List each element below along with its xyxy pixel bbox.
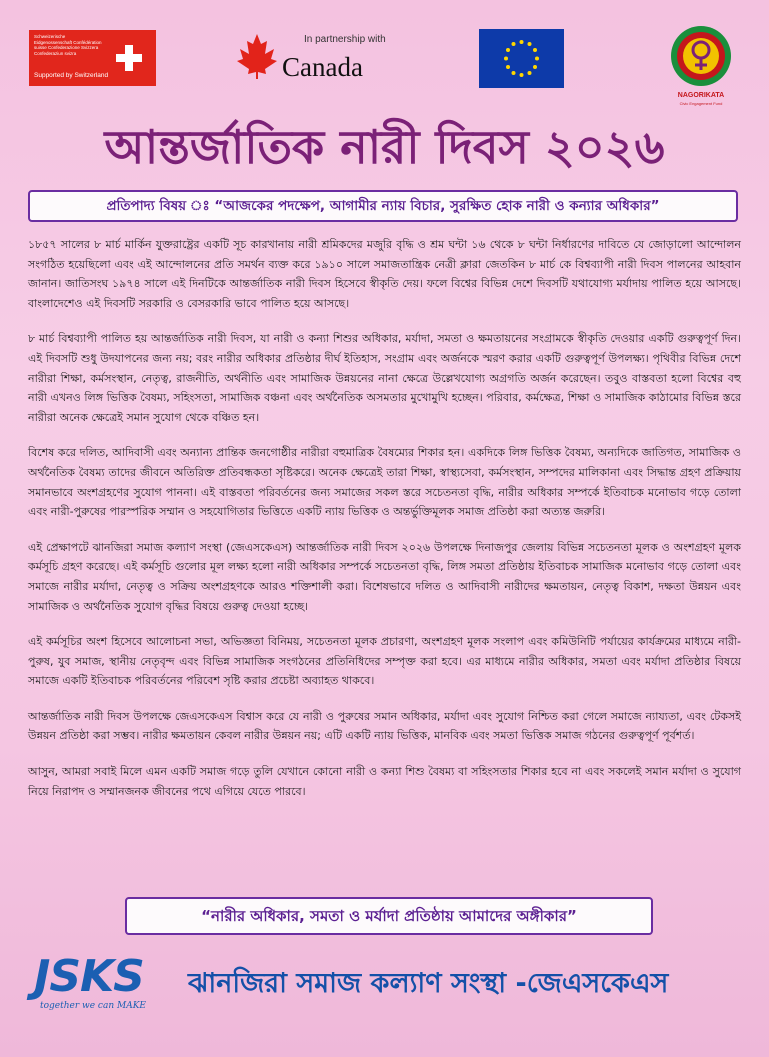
swiss-support-label: Supported by Switzerland	[34, 72, 109, 79]
paragraph: বিশেষ করে দলিত, আদিবাসী এবং অন্যান্য প্রান্তিক জনগোষ্ঠীর নারীরা বহুমাত্রিক বৈষম্যের শিকার হন। একদিকে লিঙ্গ ভিত্তিক বৈষম্য, অন্যদিকে জাতিগত, সামাজিক ও অর্থনৈতিক বৈষম্য তাদের জীবনে অতিরিক্ত প্রতিবন্ধকতা সৃষ্টিকরে। অনেক ক্ষেত্রেই তারা শিক্ষা, স্বাস্থ্যসেবা, কর্মসংস্থান, সম্পদের মালিকানা এবং সিদ্ধান্ত গ্রহণ প্রক্রিয়ায় সমানভাবে অংশগ্রহণের সুযোগ পাননা। এই বাস্তবতা পরিবর্তনের জন্য সমাজের সকল স্তরে সচেতনতা বৃদ্ধি, নারীর অধিকার সম্পর্কে ইতিবাচক মনোভাব গড়ে তোলা এবং নারী-পুরুষের পারস্পরিক সম্মান ও সহযোগিতার ভিত্তিতে একটি ন্যায় ভিত্তিক ও অন্তর্ভুক্তিমূলক সমাজ প্রতিষ্ঠা করা অত্যন্ত জরুরি।	[28, 446, 741, 519]
nagorikata-subtitle: Civic Engagement Fund	[679, 101, 723, 106]
paragraph: ৮ মার্চ বিশ্বব্যাপী পালিত হয় আন্তর্জাতিক নারী দিবস, যা নারী ও কন্যা শিশুর অধিকার, মর্যাদা, সমতা ও ক্ষমতায়নের সংগ্রামকে স্বীকৃতি দেওয়ার একটি গুরুত্বপূর্ণ দিন। এই দিবসটি শুধু উদযাপনের জন্য নয়; বরং নারীর অধিকার প্রতিষ্ঠার দীর্ঘ ইতিহাস, সংগ্রাম এবং অর্জনকে স্মরণ করার একটি গুরুত্বপূর্ণ উপলক্ষ্য। পৃথিবীর বিভিন্ন দেশে নারীরা শিক্ষা, কর্মসংস্থান, নেতৃত্ব, রাজনীতি, অর্থনীতি এবং সামাজিক উন্নয়নের নানা ক্ষেত্রে উল্লেখযোগ্য অগ্রগতি অর্জন করেছেন। তবুও বাস্তবতা হলো বিশ্বের বহু নারী এখনও লিঙ্গ ভিত্তিক বৈষম্য, সহিংসতা, সামাজিক বঞ্চনা এবং অর্থনৈতিক অসমতার মুখোমুখি হচ্ছেন। পরিবার, কর্মক্ষেত্র, শিক্ষা ও সামাজিক কাঠামোর বিভিন্ন স্তরে নারীরা অনেক ক্ষেত্রেই সমান সুযোগ থেকে বঞ্চিত হন।	[28, 332, 741, 424]
pledge-banner: “নারীর অধিকার, সমতা ও মর্যাদা প্রতিষ্ঠায় আমাদের অঙ্গীকার”	[125, 897, 653, 935]
jsks-tagline: together we can MAKE	[40, 1001, 146, 1011]
nagorikata-name: NAGORIKATA	[677, 92, 725, 99]
nagorikata-emblem-icon	[662, 22, 740, 92]
eu-flag	[479, 29, 564, 88]
paragraph: ১৮৫৭ সালের ৮ মার্চ মার্কিন যুক্তরাষ্ট্রের একটি সূচ কারখানায় নারী শ্রমিকদের মজুরি বৃদ্ধি ও শ্রম ঘন্টা ১৬ থেকে ৮ ঘন্টা নির্ধারণের দাবিতে যে জোড়ালো আন্দোলন সংগঠিত হয়েছিলো এবং এই আন্দোলনের প্রতি সমর্থন ব্যক্ত করে ১৯১০ সালে সমাজতান্ত্রিক নেত্রী ক্লারা জেতকিন ৮ মার্চ কে বিশ্বব্যাপী নারী দিবস পালনের আহবান জানান। জাতিসংঘ ১৯৭৪ সালে এই দিনটিকে আন্তর্জাতিক নারী দিবস হিসেবে স্বীকৃতি দেয়। ফলে বিশ্বের বিভিন্ন দেশে দিবসটি যথাযোগ্য মর্যাদায় পালিত হয়ে আসছে। বাংলাদেশেও এই দিবসটি সরকারি ও বেসরকারি ভাবে পালিত হয়ে আসছে।	[28, 238, 741, 310]
swiss-logo	[29, 30, 156, 86]
canada-wordmark: Canada	[282, 52, 363, 82]
theme-banner: প্রতিপাদ্য বিষয় ঃ “আজকের পদক্ষেপ, আগামীর ন্যায় বিচার, সুরক্ষিত হোক নারী ও কন্যার অধিকার”	[28, 190, 738, 222]
jsks-logo-text: JSKS	[34, 951, 144, 1002]
swiss-cross-icon	[116, 45, 142, 71]
paragraph: এই প্রেক্ষাপটে ঝানজিরা সমাজ কল্যাণ সংস্থা (জেএসকেএস) আন্তর্জাতিক নারী দিবস ২০২৬ উপলক্ষে দিনাজপুর জেলায় বিভিন্ন সচেতনতা মূলক ও অংশগ্রহণ মূলক কর্মসূচি গ্রহণ করেছে। এই কর্মসূচি গুলোর মূল লক্ষ্য হলো নারী অধিকার সম্পর্কে সচেতনতা বৃদ্ধি, লিঙ্গ সমতা প্রতিষ্ঠায় ইতিবাচক সামাজিক মনোভাব গড়ে তোলা এবং সমাজে নারীর মর্যাদা, নেতৃত্ব ও সক্রিয় অংশগ্রহণকে আরও শক্তিশালী করা। বিশেষভাবে দলিত ও আদিবাসী নারীদের ক্ষমতায়ন, নেতৃত্ব বিকাশ, দক্ষতা উন্নয়ন এবং সামাজিক ও অর্থনৈতিক সুযোগ বৃদ্ধির বিষয়ে গুরুত্ব দেওয়া হচ্ছে।	[28, 540, 741, 613]
swiss-confederation-text: Schweizerische Eidgenossenschaft Confédération suisse Confederazione Svizzera Confederaziun svizra	[34, 34, 102, 56]
article-body	[28, 235, 741, 817]
canada-partnership-text: In partnership with	[304, 34, 386, 45]
maple-leaf-icon	[236, 32, 278, 80]
paragraph: আন্তর্জাতিক নারী দিবস উপলক্ষে জেএসকেএস বিশ্বাস করে যে নারী ও পুরুষের সমান অধিকার, মর্যাদা এবং সুযোগ নিশ্চিত করা গেলে সমাজে ন্যায্যতা, এবং টেকসই উন্নয়ন প্রতিষ্ঠা করা সম্ভব। নারীর ক্ষমতায়ন কেবল নারীর উন্নয়ন নয়; এটি একটি ন্যায় ভিত্তিক, মানবিক এবং সমতা ভিত্তিক সমাজ গঠনের গুরুত্বপূর্ণ পূর্বশর্ত।	[28, 709, 741, 743]
paragraph: আসুন, আমরা সবাই মিলে এমন একটি সমাজ গড়ে তুলি যেখানে কোনো নারী ও কন্যা শিশু বৈষম্য বা সহিংসতার শিকার হবে না এবং সকলেই সমান মর্যাদা ও সুযোগ নিয়ে নিরাপদ ও সম্মানজনক জীবনের পথে এগিয়ে যেতে পারবে।	[28, 765, 741, 798]
eu-stars-icon	[479, 29, 564, 88]
paragraph: এই কর্মসূচির অংশ হিসেবে আলোচনা সভা, অভিজ্ঞতা বিনিময়, সচেতনতা মূলক প্রচারণা, অংশগ্রহণ মূলক সংলাপ এবং কমিউনিটি পর্যায়ের কার্যক্রমের মাধ্যমে নারী-পুরুষ, যুব সমাজ, স্থানীয় নেতৃবৃন্দ এবং বিভিন্ন সামাজিক সংগঠনের প্রতিনিধিদের সম্পৃক্ত করা হবে। এর মাধ্যমে নারীর অধিকার, সমতা এবং মর্যাদা প্রতিষ্ঠার বিষয়ে সমাজে একটি ইতিবাচক পরিবর্তনের পরিবেশ সৃষ্টি করার প্রচেষ্টা অব্যাহত থাকবে।	[28, 635, 741, 688]
partner-logos	[0, 22, 769, 112]
footer	[0, 945, 769, 1025]
nagorikata-logo	[662, 22, 740, 112]
canada-logo	[236, 26, 396, 86]
organization-name: ঝানজিরা সমাজ কল্যাণ সংস্থা -জেএসকেএস	[188, 968, 669, 999]
page-title: আন্তর্জাতিক নারী দিবস ২০২৬	[104, 120, 665, 174]
jsks-logo	[34, 951, 174, 1021]
